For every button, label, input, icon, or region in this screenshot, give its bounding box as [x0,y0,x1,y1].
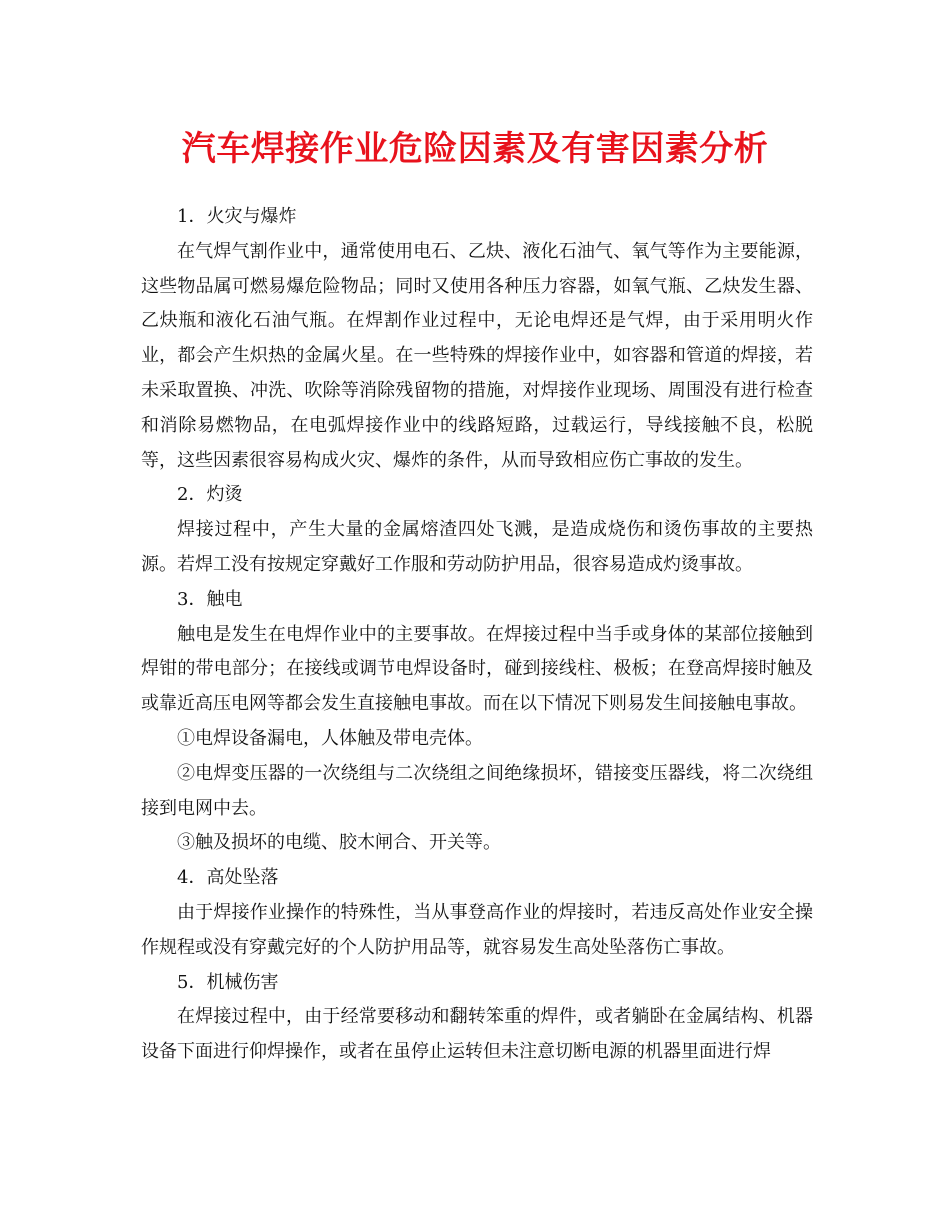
list-item-shock-1: ①电焊设备漏电，人体触及带电壳体。 [177,727,483,749]
paragraph-falling: 由于焊接作业操作的特殊性，当从事登高作业的焊接时，若违反高处作业安全操作规程或没有穿戴完好的个人防护用品等，就容易发生高处坠落伤亡事故。 [141,901,813,958]
section-heading-burns: 2．灼烫 [177,484,243,506]
section-heading-electric-shock: 3．触电 [177,588,243,610]
paragraph-mechanical: 在焊接过程中，由于经常要移动和翻转笨重的焊件，或者躺卧在金属结构、机器设备下面进行仰焊操作，或者在虽停止运转但未注意切断电源的机器里面进行焊 [141,1006,813,1063]
list-item-shock-2: ②电焊变压器的一次绕组与二次绕组之间绝缘损坏，错接变压器线，将二次绕组接到电网中去。 [141,762,813,819]
document-body [141,200,813,1070]
list-item-shock-3: ③触及损坏的电缆、胶木闸合、开关等。 [177,832,501,854]
paragraph-electric-shock: 触电是发生在电焊作业中的主要事故。在焊接过程中当手或身体的某部位接触到焊钳的带电部分；在接线或调节电焊设备时，碰到接线柱、极板；在登高焊接时触及或靠近高压电网等都会发生直接触电事故。而在以下情况下则易发生间接触电事故。 [141,623,813,715]
paragraph-fire: 在气焊气割作业中，通常使用电石、乙炔、液化石油气、氧气等作为主要能源，这些物品属可燃易爆危险物品；同时又使用各种压力容器，如氧气瓶、乙炔发生器、乙炔瓶和液化石油气瓶。在焊割作业过程中，无论电焊还是气焊，由于采用明火作业，都会产生炽热的金属火星。在一些特殊的焊接作业中，如容器和管道的焊接，若未采取置换、冲洗、吹除等消除残留物的措施，对焊接作业现场、周围没有进行检查和消除易燃物品，在电弧焊接作业中的线路短路，过载运行，导线接触不良，松脱等，这些因素很容易构成火灾、爆炸的条件，从而导致相应伤亡事故的发生。 [141,240,813,471]
paragraph-burns: 焊接过程中，产生大量的金属熔渣四处飞溅，是造成烧伤和烫伤事故的主要热源。若焊工没有按规定穿戴好工作服和劳动防护用品，很容易造成灼烫事故。 [141,519,813,575]
section-heading-falling: 4．高处坠落 [177,867,279,889]
section-heading-mechanical: 5．机械伤害 [177,971,279,993]
section-heading-fire: 1．火灾与爆炸 [177,206,297,227]
document-title: 汽车焊接作业危险因素及有害因素分析 [181,129,769,169]
